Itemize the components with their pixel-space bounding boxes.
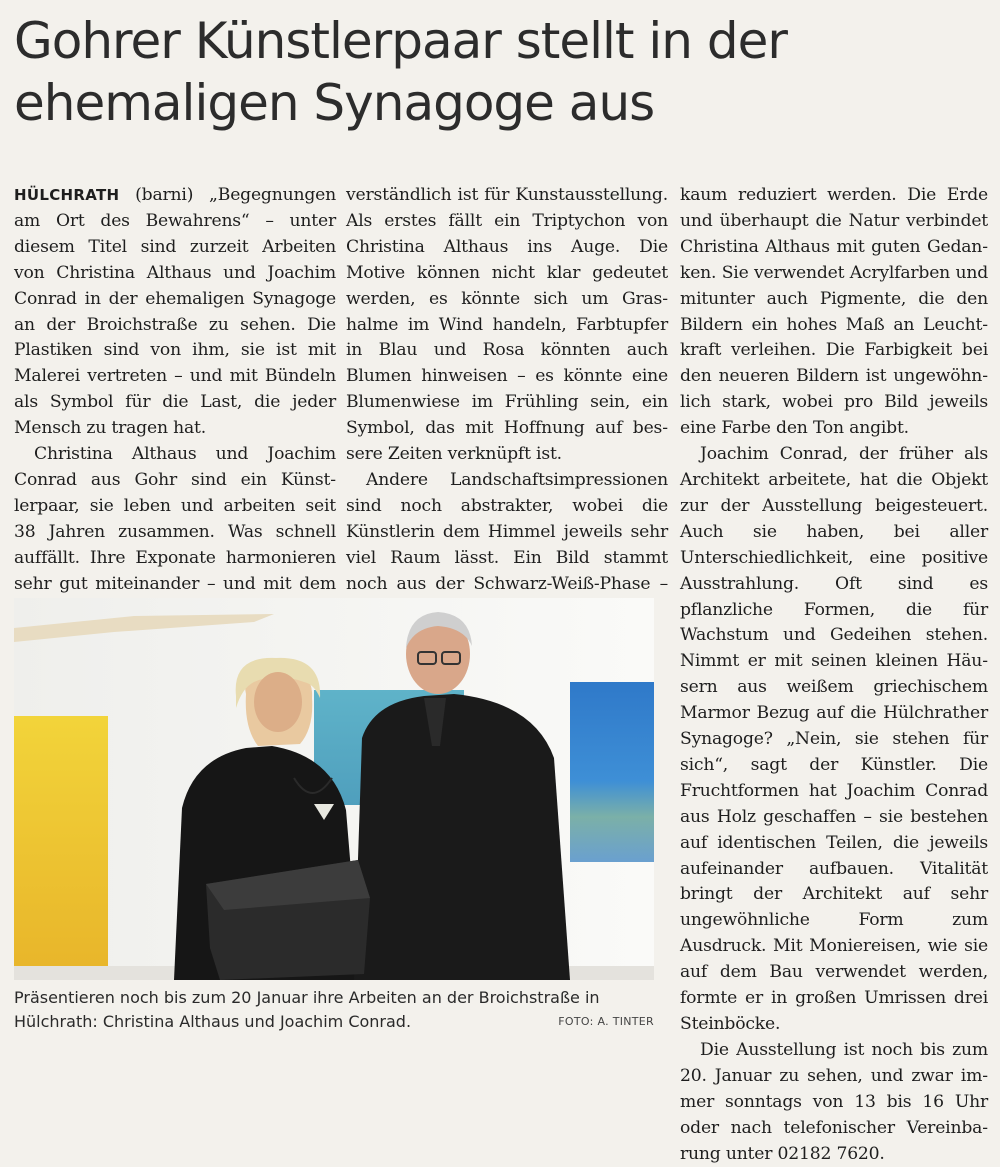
photo-artists xyxy=(14,598,654,980)
photo-caption xyxy=(14,986,654,1034)
paragraph: Andere Landschaftsimpressionen sind noch abstrakter, wobei die Künstlerin dem Himmel jeweils sehr viel Raum lässt. Ein Bild stammt noch aus der Schwarz-Weiß-Phase – xyxy=(346,469,668,594)
photo-credit: FOTO: A. TINTER xyxy=(558,1015,654,1028)
paragraph: Joachim Conrad, der früher als Architekt arbeitete, hat die Objekt zur der Ausstellung beigesteuert. Auch sie haben, bei aller Unterschiedlichkeit, eine positive Ausstrahlung. Oft sind es pflanzliche Formen, die für Wachstum und Gedeihen stehen. Nimmt er mit seinen kleinen Häusern aus weißem griechischem Marmor Bezug auf die Hülchrather Synagoge? „Nein, sie stehen für sich“, sagt der Künstler. Die Fruchtformen hat Joachim Conrad aus Holz geschaffen – sie bestehen auf identischen Teilen, die jeweils aufeinander aufbauen. Vitalität bringt der Architekt auf sehr ungewöhnliche Form zum Ausdruck. Mit Moniereisen, wie sie auf dem Bau verwendet werden, formte er in großen Umrissen drei Steinböcke. xyxy=(680,444,988,1034)
paragraph xyxy=(14,183,336,442)
photo-illustration xyxy=(14,598,654,980)
caption-text: Präsentieren noch bis zum 20 Januar ihre Arbeiten an der Broichstraße in Hülchrath: Christina Althaus und Joachim Conrad. xyxy=(14,988,600,1031)
paragraph-text: (barni) „Begegnungen am Ort des Bewahrens“ – unter diesem Titel sind zurzeit Arbeiten von Christina Althaus und Joachim Conrad in der ehemaligen Synagoge an der Broichstraße zu sehen. Die Plastiken sind von ihm, sie ist mit Malerei vertreten – und mit Bündeln als Symbol für die Last, die jeder Mensch zu tragen hat. xyxy=(14,185,336,439)
headline: Gohrer Künstlerpaar stellt in der ehemaligen Synagoge aus xyxy=(14,12,787,132)
article-column-1 xyxy=(14,183,336,623)
paragraph: kaum reduziert werden. Die Erde und überhaupt die Natur verbindet Christina Althaus mit guten Gedanken. Sie verwendet Acrylfarben und mitunter auch Pigmente, die den Bildern ein hohes Maß an Leuchtkraft verleihen. Die Farbigkeit bei den neueren Bildern ist ungewöhnlich stark, wobei pro Bild jeweils eine Farbe den Ton angibt. xyxy=(680,185,988,439)
article-column-3 xyxy=(680,183,988,1164)
paragraph: Die Ausstellung ist noch bis zum 20. Januar zu sehen, und zwar immer sonntags von 13 bis 16 Uhr oder nach telefonischer Vereinbarung unter 02182 7620. xyxy=(680,1039,988,1164)
paragraph: verständlich ist für Kunstausstellung. Als erstes fällt ein Triptychon von Christina Althaus ins Auge. Die Motive können nicht klar gedeutet werden, es könnte sich um Grashalme im Wind handeln, Farbtupfer in Blau und Rosa könnten auch Blumen hinweisen – es könnte eine Blumenwiese im Frühling sein, ein Symbol, das mit Hoffnung auf bessere Zeiten verknüpft ist. xyxy=(346,185,668,465)
article-column-2 xyxy=(346,183,668,623)
paragraph: Christina Althaus und Joachim Conrad aus Gohr sind ein Künstlerpaar, sie leben und arbeiten seit 38 Jahren zusammen. Was schnell auffällt. Ihre Exponate harmonieren sehr gut miteinander – und mit dem xyxy=(14,444,336,594)
dateline: HÜLCHRATH xyxy=(14,186,120,204)
